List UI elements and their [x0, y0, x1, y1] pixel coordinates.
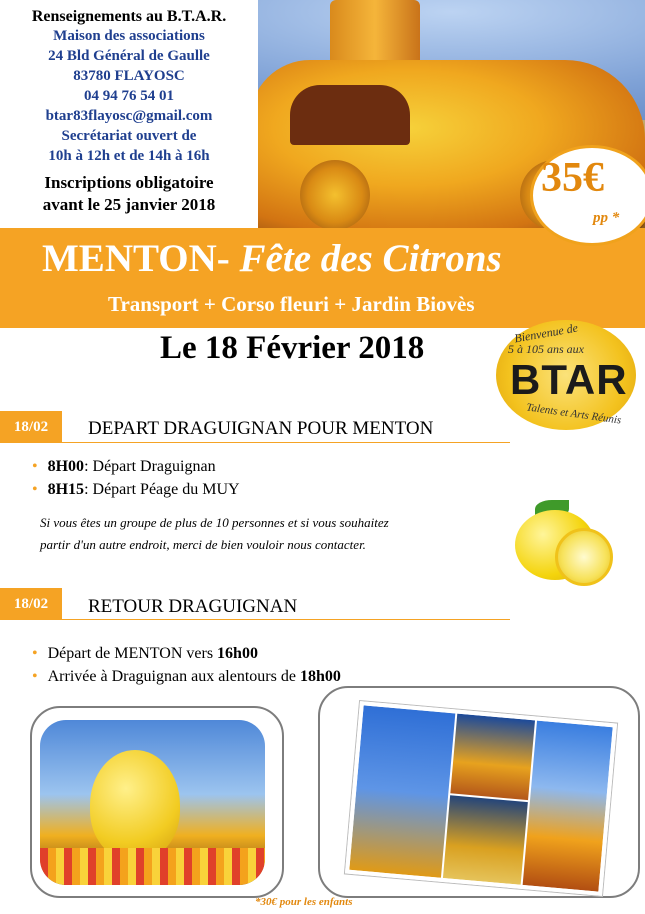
info-line: 10h à 12h et de 14h à 16h: [48, 148, 210, 164]
info-line: Secrétariat ouvert de: [61, 128, 197, 144]
logo-name: BTAR: [510, 356, 628, 403]
logo-bottom-text: Talents et Arts Réunis: [525, 401, 623, 427]
info-notice-line2: avant le 25 janvier 2018: [42, 195, 216, 214]
photo-lemon-mascot: [40, 720, 265, 885]
collage-statue: [443, 795, 528, 884]
info-line: 83780 FLAYOSC: [73, 68, 185, 84]
price-value: 35€: [541, 155, 604, 201]
depart-item: [32, 481, 240, 499]
banner-title-italic: Fête des Citrons: [239, 237, 502, 280]
depart-note: [40, 512, 389, 556]
price-badge: [530, 145, 645, 246]
banner-title-main: MENTON-: [42, 237, 240, 280]
hero-wheel-front: [300, 160, 370, 228]
logo-middle-text: 5 à 105 ans aux: [508, 342, 584, 356]
retour-date-tag: 18/02: [0, 588, 62, 620]
footnote-children-price: *30€ pour les enfants: [255, 896, 353, 908]
retour-item-text: Arrivée à Draguignan aux alentours de: [47, 668, 300, 685]
info-phone: 04 94 76 54 01: [84, 88, 174, 104]
retour-item-time: 16h00: [217, 645, 258, 662]
btar-logo: [496, 320, 636, 430]
logo-top-text: Bienvenue de: [513, 320, 579, 346]
title-banner: [0, 228, 645, 328]
info-line: Maison des associations: [53, 28, 205, 44]
depart-date-tag: 18/02: [0, 411, 62, 443]
collage-palace: [450, 714, 535, 800]
retour-item-time: 18h00: [299, 668, 341, 685]
info-line: 24 Bld Général de Gaulle: [48, 48, 210, 64]
info-email[interactable]: btar83flayosc@gmail.com: [45, 108, 213, 124]
info-heading: Renseignements au B.T.A.R.: [31, 8, 227, 25]
lemon-mascot: [90, 750, 180, 860]
depart-item-text: : Départ Draguignan: [84, 458, 216, 475]
bullet-icon: •: [32, 458, 38, 475]
bullet-icon: •: [32, 668, 38, 685]
event-date: Le 18 Février 2018: [160, 330, 425, 366]
depart-item-time: 8H00: [47, 458, 85, 475]
depart-note-line1: Si vous êtes un groupe de plus de 10 personnes et si vous souhaitez: [40, 515, 389, 530]
retour-item-text: Départ de MENTON vers: [47, 645, 218, 662]
collage-eiffel: [349, 705, 455, 877]
bullet-icon: •: [32, 481, 38, 498]
depart-note-line2: partir d'un autre endroit, merci de bien vouloir nous contacter.: [40, 537, 366, 552]
banner-title: [42, 236, 502, 281]
collage-castle: [523, 721, 613, 892]
info-notice-line1: Inscriptions obligatoire: [44, 173, 214, 192]
price-unit: pp *: [593, 210, 620, 226]
retour-item: [32, 668, 341, 686]
bullet-icon: •: [32, 645, 38, 662]
photo-collage: [345, 701, 617, 896]
depart-item: [32, 458, 216, 476]
depart-item-time: 8H15: [47, 481, 85, 498]
info-box: [0, 0, 258, 228]
depart-divider: [62, 442, 510, 443]
depart-item-text: : Départ Péage du MUY: [84, 481, 240, 498]
lemon-slice: [555, 528, 613, 586]
retour-section-title: RETOUR DRAGUIGNAN: [88, 596, 298, 617]
retour-item: [32, 645, 258, 663]
retour-divider: [62, 619, 510, 620]
banner-subtitle: Transport + Corso fleuri + Jardin Biovès: [108, 292, 475, 316]
lemon-illustration: [495, 500, 630, 590]
flower-bed: [40, 848, 265, 885]
depart-section-title: DEPART DRAGUIGNAN POUR MENTON: [88, 418, 434, 439]
